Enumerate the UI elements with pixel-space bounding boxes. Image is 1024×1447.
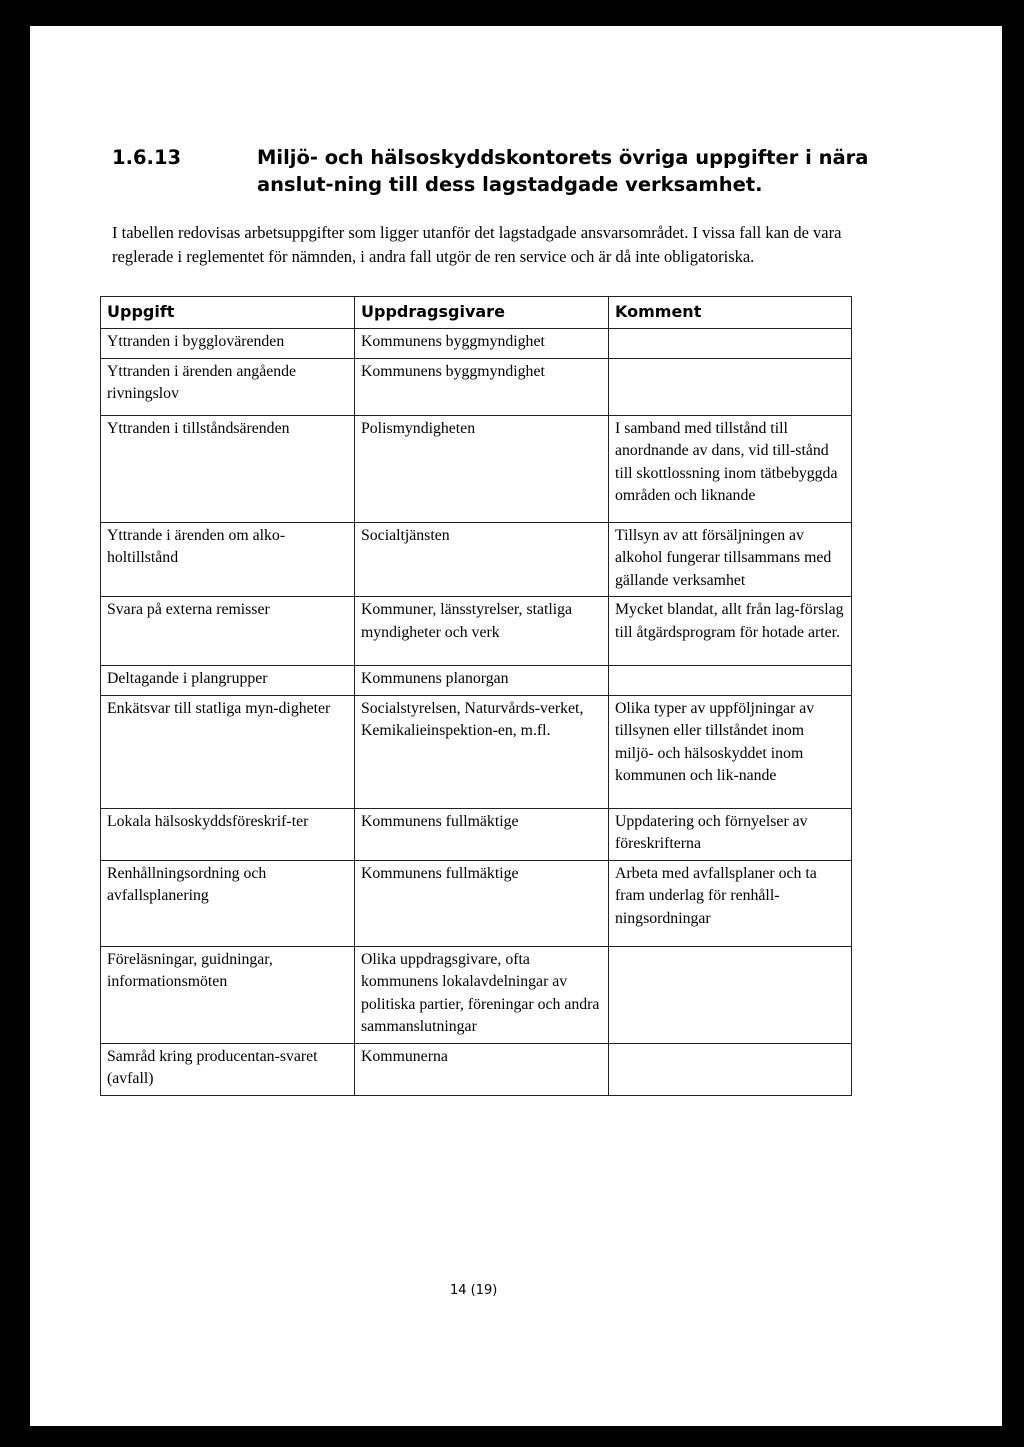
client-cell: Kommunens byggmyndighet xyxy=(355,358,609,415)
comment-cell xyxy=(609,328,852,358)
client-cell: Socialstyrelsen, Naturvårds-verket, Kemikalieinspektion-en, m.fl. xyxy=(355,695,609,808)
task-cell: Yttrande i ärenden om alko-holtillstånd xyxy=(101,522,355,597)
client-cell: Kommunerna xyxy=(355,1043,609,1095)
page-number: 14 (19) xyxy=(450,1283,498,1298)
client-cell: Kommunens fullmäktige xyxy=(355,808,609,860)
header-uppdragsgivare: Uppdragsgivare xyxy=(355,297,609,329)
tasks-table xyxy=(100,296,852,1096)
task-cell: Lokala hälsoskyddsföreskrif-ter xyxy=(101,808,355,860)
task-cell: Yttranden i bygglovärenden xyxy=(101,328,355,358)
client-cell: Olika uppdragsgivare, ofta kommunens lokalavdelningar av politiska partier, föreningar och andra sammanslutningar xyxy=(355,946,609,1043)
header-komment: Komment xyxy=(609,297,852,329)
comment-cell xyxy=(609,946,852,1043)
table-row xyxy=(101,522,852,597)
comment-cell xyxy=(609,358,852,415)
table-row xyxy=(101,695,852,808)
table-row xyxy=(101,808,852,860)
comment-cell: I samband med tillstånd till anordnande av dans, vid till-stånd till skottlossning inom tätbebyggda områden och liknande xyxy=(609,415,852,522)
header-uppgift: Uppgift xyxy=(101,297,355,329)
task-cell: Svara på externa remisser xyxy=(101,597,355,666)
client-cell: Kommuner, länsstyrelser, statliga myndigheter och verk xyxy=(355,597,609,666)
table-row xyxy=(101,1043,852,1095)
intro-paragraph: I tabellen redovisas arbetsuppgifter som ligger utanför det lagstadgade ansvarsområdet. I vissa fall kan de vara reglerade i reglementet för nämnden, i andra fall utgör de ren service och är då inte obligatoriska. xyxy=(112,222,842,266)
table-row xyxy=(101,358,852,415)
table-row xyxy=(101,597,852,666)
task-cell: Deltagande i plangrupper xyxy=(101,666,355,696)
comment-cell xyxy=(609,1043,852,1095)
comment-cell: Tillsyn av att försäljningen av alkohol fungerar tillsammans med gällande verksamhet xyxy=(609,522,852,597)
task-cell: Enkätsvar till statliga myn-digheter xyxy=(101,695,355,808)
table-row xyxy=(101,415,852,522)
table-row xyxy=(101,666,852,696)
task-cell: Yttranden i tillståndsärenden xyxy=(101,415,355,522)
task-cell: Renhållningsordning och avfallsplanering xyxy=(101,860,355,946)
task-cell: Föreläsningar, guidningar, informationsmöten xyxy=(101,946,355,1043)
client-cell: Kommunens fullmäktige xyxy=(355,860,609,946)
client-cell: Kommunens planorgan xyxy=(355,666,609,696)
table-row xyxy=(101,946,852,1043)
client-cell: Polismyndigheten xyxy=(355,415,609,522)
comment-cell: Uppdatering och förnyelser av föreskrifterna xyxy=(609,808,852,860)
section-title: Miljö- och hälsoskyddskontorets övriga uppgifter i nära anslut-ning till dess lagstadgade verksamhet. xyxy=(257,146,869,196)
comment-cell xyxy=(609,666,852,696)
table-header-row xyxy=(101,297,852,329)
client-cell: Kommunens byggmyndighet xyxy=(355,328,609,358)
section-heading xyxy=(112,144,902,198)
section-number: 1.6.13 xyxy=(112,146,182,169)
table-body xyxy=(101,328,852,1095)
table-row xyxy=(101,328,852,358)
task-cell: Samråd kring producentan-svaret (avfall) xyxy=(101,1043,355,1095)
table-row xyxy=(101,860,852,946)
comment-cell: Arbeta med avfallsplaner och ta fram underlag för renhåll-ningsordningar xyxy=(609,860,852,946)
comment-cell: Olika typer av uppföljningar av tillsynen eller tillståndet inom miljö- och hälsoskyddet inom kommunen och lik-nande xyxy=(609,695,852,808)
client-cell: Socialtjänsten xyxy=(355,522,609,597)
task-cell: Yttranden i ärenden angående rivningslov xyxy=(101,358,355,415)
comment-cell: Mycket blandat, allt från lag-förslag till åtgärdsprogram för hotade arter. xyxy=(609,597,852,666)
